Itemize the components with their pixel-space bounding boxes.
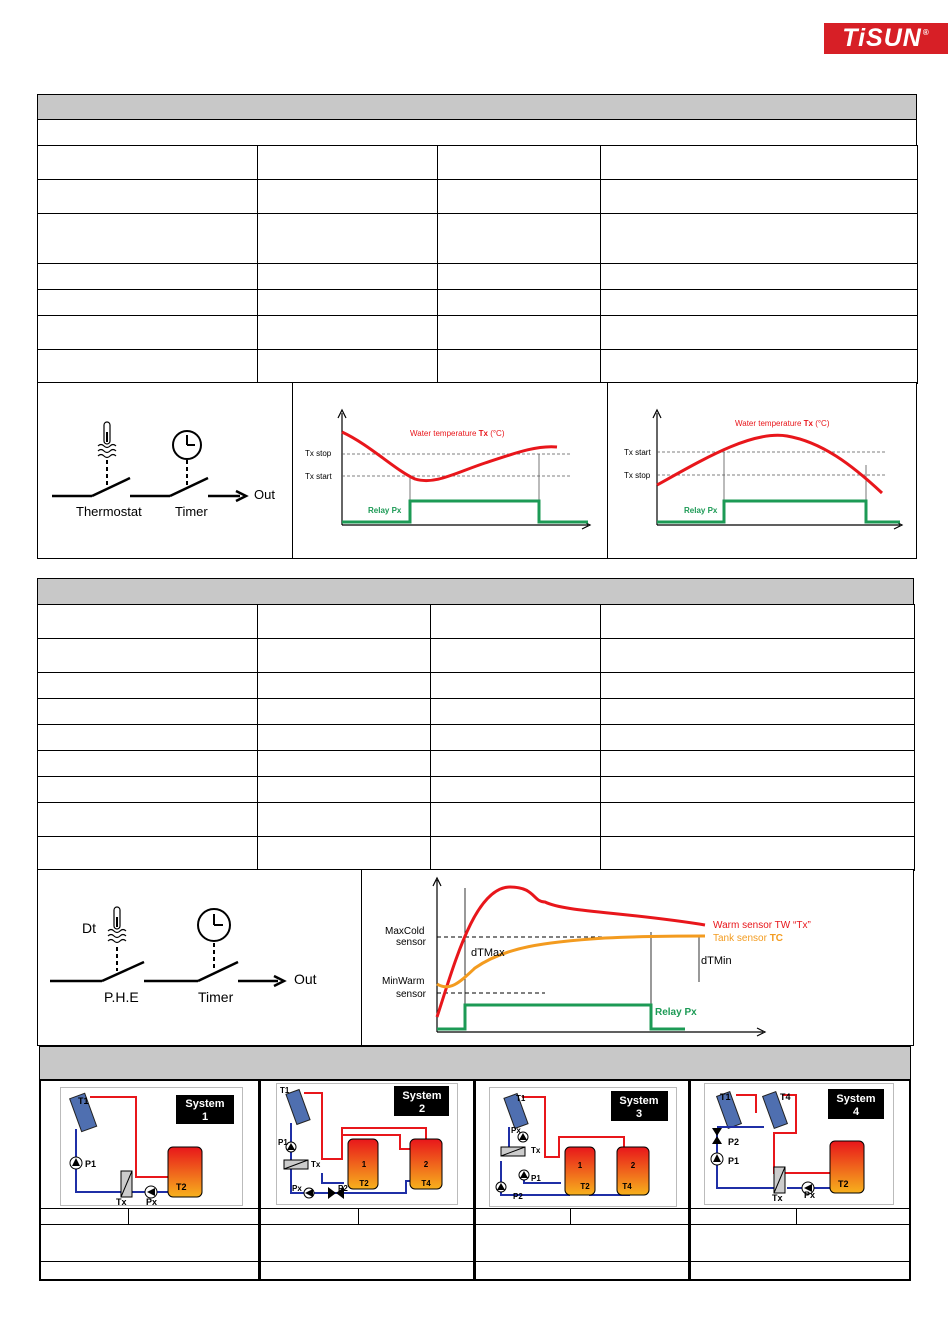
sys1-label: Tx <box>116 1197 127 1206</box>
table-row <box>38 699 915 725</box>
maxcold-label-2: sensor <box>396 937 427 948</box>
sys3-label: T1 <box>516 1094 526 1103</box>
divider <box>358 1208 359 1224</box>
sys2-label: 2 <box>423 1160 429 1169</box>
phe-timer-diagram <box>40 895 360 1020</box>
water-temp-curve <box>342 432 557 481</box>
divider <box>292 382 293 559</box>
phe-label: P.H.E <box>104 989 139 1005</box>
table-row <box>38 725 915 751</box>
section1-subheader <box>37 119 917 146</box>
sys4-label: T1 <box>720 1092 731 1102</box>
maxcold-label-1: MaxCold <box>385 926 425 937</box>
divider <box>361 869 362 1046</box>
divider <box>39 1224 911 1225</box>
system-title: System <box>402 1090 442 1102</box>
divider <box>128 1208 129 1224</box>
thermostat-timer-diagram <box>40 410 290 530</box>
sys4-label: Px <box>804 1190 816 1200</box>
divider <box>688 1079 691 1281</box>
tx-start-label: Tx start <box>624 448 651 457</box>
sys3-label: T2 <box>580 1182 590 1191</box>
relay-label: Relay Px <box>368 506 402 515</box>
tisun-logo <box>824 23 948 54</box>
table-row <box>38 673 915 699</box>
clock-icon <box>198 909 230 971</box>
section3-header <box>39 1046 911 1080</box>
minwarm-label-2: sensor <box>396 989 427 1000</box>
system-title: System <box>619 1095 659 1107</box>
section2-header <box>37 578 914 605</box>
relay-label: Relay Px <box>684 506 718 515</box>
table-row <box>38 837 915 871</box>
tank-sensor-label: Tank sensor TC <box>713 933 784 944</box>
dt-label: Dt <box>82 920 96 936</box>
chart-warm-tank-sensor <box>365 872 910 1044</box>
sys4-label: T2 <box>838 1179 849 1189</box>
system-1-schematic <box>60 1087 243 1206</box>
table-row <box>38 180 918 214</box>
dtmax-label: dTMax <box>471 947 505 959</box>
thermometer-icon <box>98 422 116 485</box>
thermostat-label: Thermostat <box>76 504 142 519</box>
curve-label: Water temperature Tx (°C) <box>410 429 505 438</box>
water-temp-curve <box>657 435 882 493</box>
section1-table <box>37 145 918 384</box>
sys3-label: 1 <box>577 1161 583 1170</box>
tx-start-label: Tx start <box>305 472 332 481</box>
sys3-label: P2 <box>513 1192 523 1201</box>
curve-label: Water temperature Tx (°C) <box>735 419 830 428</box>
system-2-schematic <box>276 1083 458 1205</box>
divider <box>796 1208 797 1224</box>
table-row <box>38 777 915 803</box>
table-row <box>38 264 918 290</box>
out-label: Out <box>254 487 275 502</box>
sys2-label: T4 <box>421 1179 431 1188</box>
system-number: 4 <box>852 1106 860 1118</box>
sys1-label: T2 <box>176 1182 187 1192</box>
system-title: System <box>836 1093 876 1105</box>
divider <box>258 1079 261 1281</box>
sys2-label: P1 <box>278 1138 288 1147</box>
sys2-label: T2 <box>359 1179 369 1188</box>
sys2-label: Px <box>292 1184 302 1193</box>
table-row <box>38 146 918 180</box>
warm-sensor-label: Warm sensor TW “Tx” <box>713 920 811 931</box>
timer-label: Timer <box>175 504 208 519</box>
system-number: 3 <box>635 1108 643 1120</box>
dtmin-label: dTMin <box>701 955 732 967</box>
chart-tx-start-stop <box>612 405 912 555</box>
divider <box>39 1261 911 1262</box>
sys2-label: Tx <box>311 1160 321 1169</box>
table-row <box>38 350 918 384</box>
tank-sensor-curve <box>437 936 705 987</box>
divider <box>473 1079 476 1281</box>
tx-stop-label: Tx stop <box>305 449 332 458</box>
table-row <box>38 316 918 350</box>
sys3-label: 2 <box>630 1161 636 1170</box>
sys3-label: Tx <box>531 1146 541 1155</box>
system-4-schematic <box>704 1083 894 1205</box>
table-row <box>38 290 918 316</box>
table-row <box>38 214 918 264</box>
sys1-label: Px <box>146 1197 158 1206</box>
sys4-label: T4 <box>780 1092 791 1102</box>
section1-header <box>37 94 917 120</box>
table-row <box>38 803 915 837</box>
chart-tx-stop-start <box>295 405 600 555</box>
sys3-label: P1 <box>531 1174 541 1183</box>
table-row <box>38 605 915 639</box>
sys3-label: T4 <box>622 1182 632 1191</box>
thermometer-icon <box>108 907 126 971</box>
sys4-label: P1 <box>728 1156 740 1166</box>
logo-text: TiSUN <box>842 24 922 52</box>
divider <box>39 1208 911 1209</box>
sys3-label: Px <box>511 1126 521 1135</box>
divider <box>570 1208 571 1224</box>
sys2-label: 1 <box>361 1160 367 1169</box>
system-number: 2 <box>418 1103 426 1115</box>
sys4-label: Tx <box>772 1193 783 1203</box>
minwarm-label-1: MinWarm <box>382 976 425 987</box>
system-3-schematic <box>489 1087 677 1207</box>
section2-table <box>37 604 915 871</box>
system-title: System <box>185 1098 225 1110</box>
table-row <box>38 639 915 673</box>
sys2-label: P2 <box>338 1184 348 1193</box>
tx-stop-label: Tx stop <box>624 471 651 480</box>
sys4-label: P2 <box>728 1137 740 1147</box>
sys1-label: T1 <box>78 1096 89 1106</box>
clock-icon <box>173 431 201 485</box>
sys1-label: P1 <box>85 1159 97 1169</box>
relay-px-line <box>437 1005 685 1029</box>
logo-mark: ® <box>922 28 930 37</box>
sys2-label: T1 <box>280 1086 290 1095</box>
relay-label: Relay Px <box>655 1007 697 1018</box>
timer-label: Timer <box>198 989 234 1005</box>
divider <box>607 382 608 559</box>
out-label: Out <box>294 971 317 987</box>
table-row <box>38 751 915 777</box>
system-number: 1 <box>201 1111 209 1123</box>
